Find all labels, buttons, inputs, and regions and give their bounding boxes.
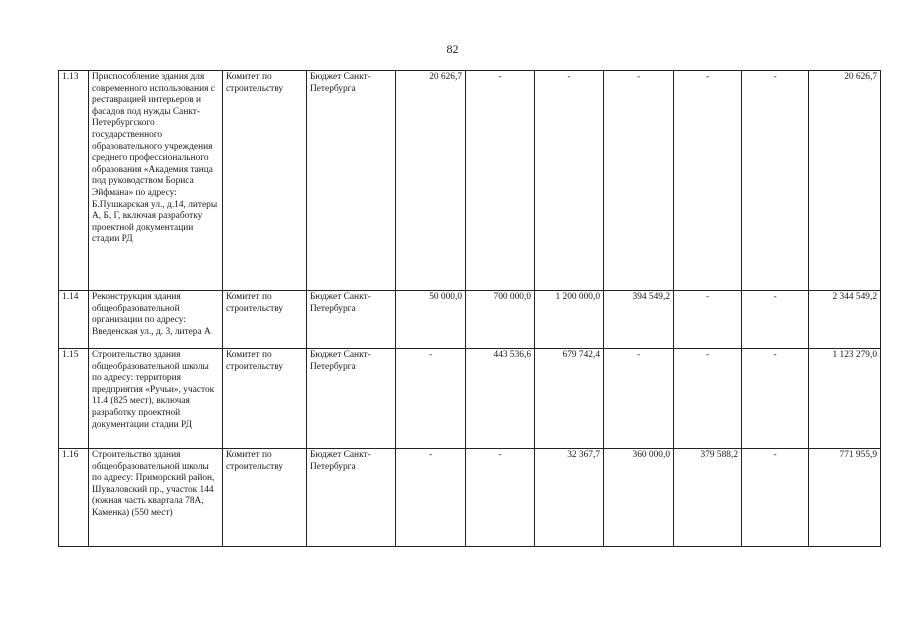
project-name: Реконструкция здания общеобразовательной организации по адресу: Введенская ул., д. 3, литера А — [89, 291, 223, 349]
year-value: - — [742, 449, 809, 547]
project-name: Строительство здания общеобразовательной школы по адресу: территория предприятия «Ручьи», участок 11.4 (825 мест), включая разработку проектной документации стадии РД — [89, 349, 223, 449]
total-value: 2 344 549,2 — [809, 291, 881, 349]
budget-table — [58, 70, 881, 547]
year-value: 360 000,0 — [604, 449, 674, 547]
year-value: 443 536,6 — [466, 349, 535, 449]
executor: Комитет по строительству — [223, 71, 307, 291]
year-value: - — [604, 349, 674, 449]
project-name: Строительство здания общеобразовательной школы по адресу: Приморский район, Шуваловский пр., участок 144 (южная часть квартала 78А, Каменка) (550 мест) — [89, 449, 223, 547]
year-value: 50 000,0 — [396, 291, 466, 349]
table-row — [59, 449, 881, 547]
project-name: Приспособление здания для современного использования с реставрацией интерьеров и фасадов под нужды Санкт-Петербургского государственного образовательного учреждения среднего профессионального образования «Академия танца под руководством Бориса Эйфмана» по адресу: Б.Пушкарская ул., д.14, литеры А, Б, Г, включая разработку проектной документации стадии РД — [89, 71, 223, 291]
year-value: - — [396, 449, 466, 547]
year-value: 679 742,4 — [535, 349, 604, 449]
row-index: 1.16 — [59, 449, 89, 547]
year-value: - — [466, 71, 535, 291]
year-value: 700 000,0 — [466, 291, 535, 349]
funding-source: Бюджет Санкт-Петербурга — [307, 349, 396, 449]
year-value: - — [674, 291, 742, 349]
year-value: 394 549,2 — [604, 291, 674, 349]
year-value: - — [604, 71, 674, 291]
funding-source: Бюджет Санкт-Петербурга — [307, 449, 396, 547]
year-value: 1 200 000,0 — [535, 291, 604, 349]
year-value: - — [466, 449, 535, 547]
year-value: - — [535, 71, 604, 291]
funding-source: Бюджет Санкт-Петербурга — [307, 71, 396, 291]
year-value: - — [674, 71, 742, 291]
executor: Комитет по строительству — [223, 349, 307, 449]
total-value: 20 626,7 — [809, 71, 881, 291]
year-value: 20 626,7 — [396, 71, 466, 291]
year-value: - — [742, 71, 809, 291]
row-index: 1.14 — [59, 291, 89, 349]
year-value: - — [742, 291, 809, 349]
year-value: - — [742, 349, 809, 449]
year-value: - — [396, 349, 466, 449]
table-row — [59, 291, 881, 349]
page-number: 82 — [446, 42, 459, 56]
table-row — [59, 71, 881, 291]
year-value: - — [674, 349, 742, 449]
row-index: 1.15 — [59, 349, 89, 449]
executor: Комитет по строительству — [223, 449, 307, 547]
row-index: 1.13 — [59, 71, 89, 291]
total-value: 771 955,9 — [809, 449, 881, 547]
total-value: 1 123 279,0 — [809, 349, 881, 449]
year-value: 379 588,2 — [674, 449, 742, 547]
funding-source: Бюджет Санкт-Петербурга — [307, 291, 396, 349]
executor: Комитет по строительству — [223, 291, 307, 349]
year-value: 32 367,7 — [535, 449, 604, 547]
table-row — [59, 349, 881, 449]
